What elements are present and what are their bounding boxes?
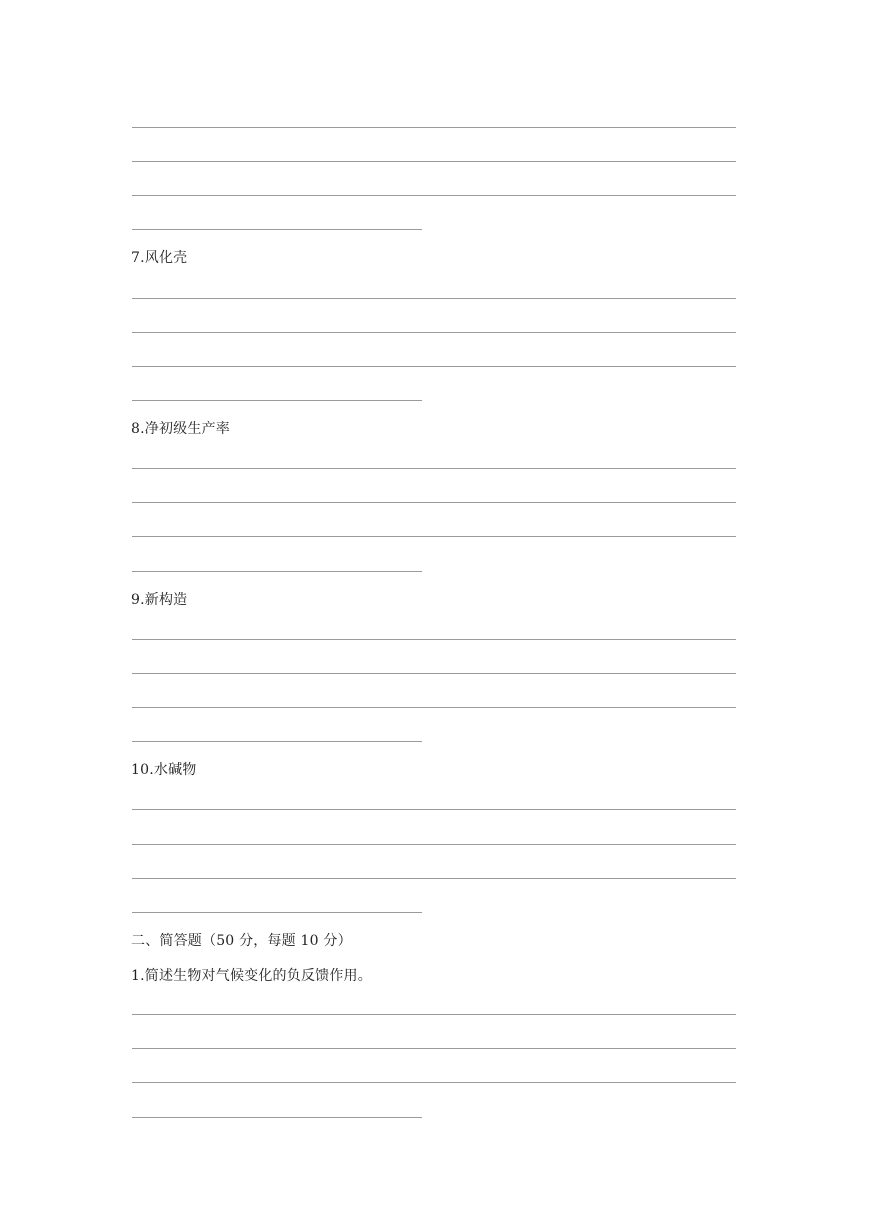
term-item-10: 10.水碱物 <box>131 762 197 778</box>
answer-line <box>132 502 736 503</box>
answer-line <box>132 161 736 162</box>
question-1: 1.简述生物对气候变化的负反馈作用。 <box>131 968 372 984</box>
answer-line <box>132 639 736 640</box>
answer-line <box>132 468 736 469</box>
answer-line-short <box>132 1117 422 1118</box>
section-heading: 二、简答题（50 分，每题 10 分） <box>131 933 352 949</box>
answer-line <box>132 1014 736 1015</box>
answer-line <box>132 809 736 810</box>
answer-line <box>132 1048 736 1049</box>
answer-line <box>132 332 736 333</box>
answer-line <box>132 195 736 196</box>
answer-line-short <box>132 912 422 913</box>
answer-line-short <box>132 400 422 401</box>
answer-line <box>132 1082 736 1083</box>
answer-line <box>132 844 736 845</box>
answer-line-short <box>132 229 422 230</box>
answer-line <box>132 298 736 299</box>
answer-line-short <box>132 741 422 742</box>
answer-line <box>132 127 736 128</box>
term-item-8: 8.净初级生产率 <box>131 421 230 437</box>
answer-line <box>132 366 736 367</box>
term-item-9: 9.新构造 <box>131 592 188 608</box>
answer-line <box>132 536 736 537</box>
answer-line <box>132 878 736 879</box>
answer-line <box>132 707 736 708</box>
answer-line <box>132 673 736 674</box>
term-item-7: 7.风化壳 <box>131 250 188 266</box>
answer-line-short <box>132 571 422 572</box>
